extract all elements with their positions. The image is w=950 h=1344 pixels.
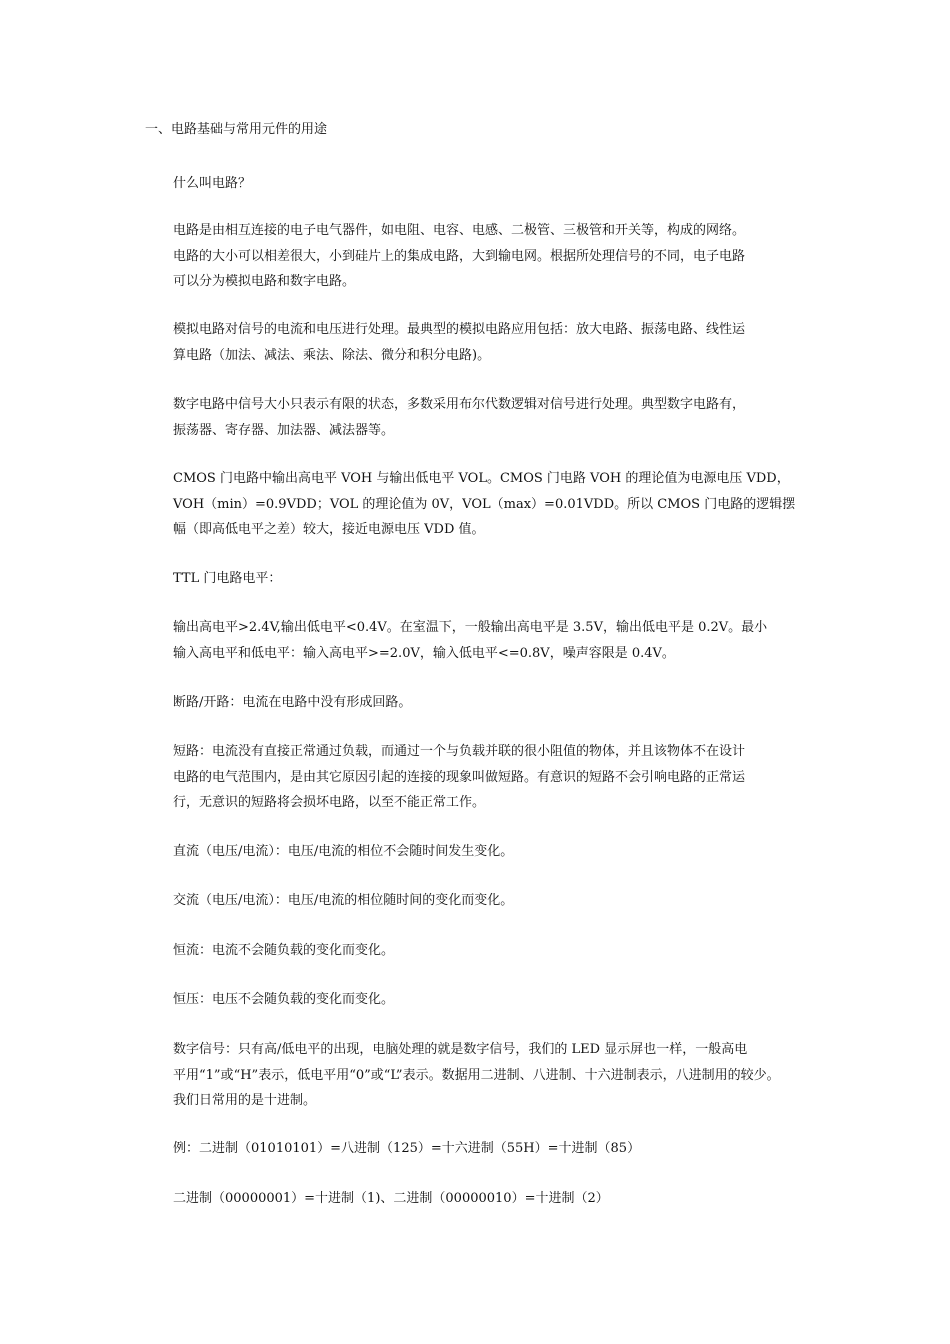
paragraph-line: 恒压：电压不会随负载的变化而变化。 — [173, 992, 395, 1007]
paragraph-line: 什么叫电路？ — [173, 176, 252, 191]
paragraph-line: 行，无意识的短路将会损坏电路，以至不能正常工作。 — [173, 795, 486, 810]
paragraph-ttl-heading — [173, 566, 810, 592]
paragraph-analog-circuit — [173, 317, 810, 368]
paragraph-line: 振荡器、寄存器、加法器、减法器等。 — [173, 422, 395, 438]
paragraph-line: 二进制（00000001）=十进制（1)、二进制（00000010）=十进制（2） — [173, 1191, 609, 1206]
paragraph-line: TTL 门电路电平： — [173, 571, 282, 586]
paragraph-line: 电路的大小可以相差很大，小到硅片上的集成电路，大到输电网。根据所处理信号的不同，电子电路 — [173, 248, 746, 264]
paragraph-line: 平用“1”或“H”表示，低电平用“0”或“L”表示。数据用二进制、八进制、十六进制表示，八进制用的较少。 — [173, 1067, 780, 1083]
paragraph-cmos-levels — [173, 466, 810, 543]
paragraph-line: 输入高电平和低电平：输入高电平>=2.0V，输入低电平<=0.8V，噪声容限是 0.4V。 — [173, 645, 675, 661]
paragraph-alternating-current — [173, 888, 810, 914]
paragraph-short-circuit — [173, 739, 810, 816]
paragraph-line: 短路：电流没有直接正常通过负载，而通过一个与负载并联的很小阻值的物体，并且该物体不在设计 — [173, 744, 746, 759]
paragraph-line: 数字电路中信号大小只表示有限的状态，多数采用布尔代数逻辑对信号进行处理。典型数字电路有， — [173, 397, 746, 412]
paragraph-line: 断路/开路：电流在电路中没有形成回路。 — [173, 695, 412, 710]
paragraph-line: 幅（即高低电平之差）较大，接近电源电压 VDD 值。 — [173, 522, 485, 537]
paragraph-line: 交流（电压/电流）：电压/电流的相位随时间的变化而变化。 — [173, 893, 514, 908]
paragraph-what-is-circuit — [173, 171, 810, 197]
paragraph-example-conversion — [173, 1136, 810, 1162]
paragraph-digital-signal — [173, 1037, 810, 1114]
paragraph-circuit-definition — [173, 218, 810, 295]
paragraph-line: 数字信号：只有高/低电平的出现，电脑处理的就是数字信号，我们的 LED 显示屏也一样，一般高电 — [173, 1042, 748, 1057]
paragraph-line: 电路是由相互连接的电子电气器件，如电阻、电容、电感、二极管、三极管和开关等，构成的网络。 — [173, 223, 746, 238]
paragraph-constant-current — [173, 938, 810, 964]
paragraph-binary-examples — [173, 1186, 810, 1212]
paragraph-ttl-levels — [173, 615, 810, 666]
paragraph-line: VOH（min）=0.9VDD；VOL 的理论值为 0V，VOL（max）=0.01VDD。所以 CMOS 门电路的逻辑摆 — [173, 496, 796, 512]
paragraph-line: 电路的电气范围内，是由其它原因引起的连接的现象叫做短路。有意识的短路不会引响电路的正常运 — [173, 769, 746, 785]
paragraph-line: 直流（电压/电流）：电压/电流的相位不会随时间发生变化。 — [173, 844, 514, 859]
section-heading: 一、电路基础与常用元件的用途 — [145, 122, 328, 137]
paragraph-open-circuit — [173, 690, 810, 716]
paragraph-line: 我们日常用的是十进制。 — [173, 1093, 317, 1108]
paragraph-line: 恒流：电流不会随负载的变化而变化。 — [173, 943, 395, 958]
paragraph-constant-voltage — [173, 987, 810, 1013]
paragraph-line: 可以分为模拟电路和数字电路。 — [173, 274, 356, 289]
paragraph-line: 算电路（加法、减法、乘法、除法、微分和积分电路)。 — [173, 347, 491, 363]
paragraph-line: 输出高电平>2.4V,输出低电平<0.4V。在室温下，一般输出高电平是 3.5V，输出低电平是 0.2V。最小 — [173, 620, 768, 635]
paragraph-direct-current — [173, 839, 810, 865]
paragraph-line: CMOS 门电路中输出高电平 VOH 与输出低电平 VOL。CMOS 门电路 VOH 的理论值为电源电压 VDD， — [173, 471, 790, 486]
paragraph-line: 例：二进制（01010101）=八进制（125）=十六进制（55H）=十进制（85） — [173, 1141, 641, 1156]
paragraph-digital-circuit — [173, 392, 810, 443]
paragraph-line: 模拟电路对信号的电流和电压进行处理。最典型的模拟电路应用包括：放大电路、振荡电路、线性运 — [173, 322, 746, 337]
